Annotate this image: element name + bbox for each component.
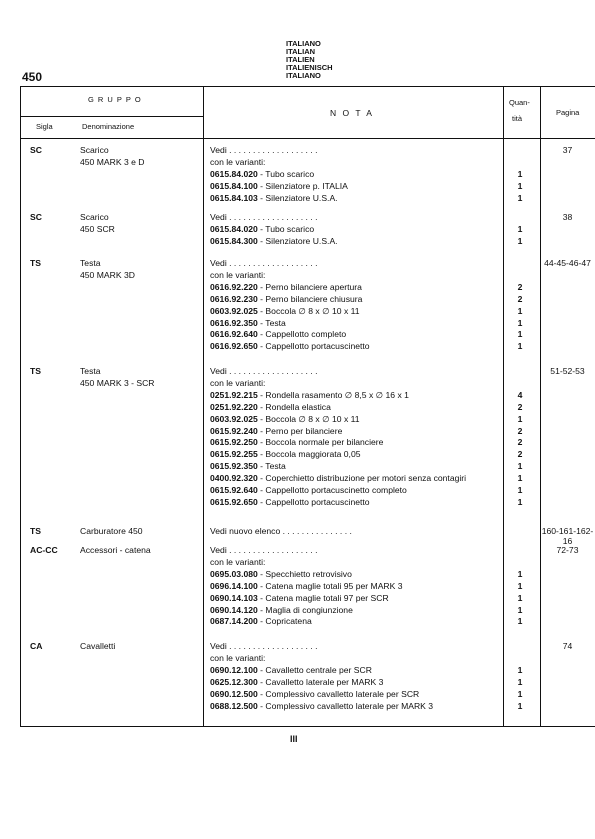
- row-quantity: 1: [517, 604, 523, 615]
- nota-line: Vedi nuovo elenco . . . . . . . . . . . . . . .: [210, 526, 352, 536]
- part-code: 0603.92.025: [210, 305, 258, 316]
- column-divider: [503, 86, 504, 726]
- part-description: - Testa: [257, 461, 286, 472]
- part-code: 0615.84.020: [210, 223, 258, 234]
- part-code: 0615.92.350: [210, 461, 258, 472]
- nota-line: [210, 665, 500, 676]
- row-quantity: 1: [517, 413, 523, 424]
- row-quantity: 2: [517, 281, 523, 292]
- part-code: 0690.12.500: [210, 688, 258, 699]
- row-quantity: 1: [517, 496, 523, 507]
- nota-line: [210, 449, 500, 460]
- row-quantity: 1: [517, 688, 523, 699]
- nota-line: Vedi . . . . . . . . . . . . . . . . . . .: [210, 545, 318, 555]
- part-description: - Catena maglie totali 97 per SCR: [257, 592, 389, 603]
- nota-line: [210, 306, 500, 317]
- nota-line: [210, 329, 500, 340]
- nota-line: [210, 461, 500, 472]
- row-denominazione: 450 MARK 3D: [80, 269, 135, 280]
- part-description: - Tubo scarico: [257, 223, 315, 234]
- part-code: 0616.92.230: [210, 293, 258, 304]
- row-quantity: 1: [517, 192, 523, 203]
- nota-line: [210, 605, 500, 616]
- row-quantity: 4: [517, 389, 523, 400]
- row-denominazione: Testa: [80, 366, 101, 376]
- row-quantity: 2: [517, 449, 523, 460]
- nota-line: con le varianti:: [210, 652, 266, 663]
- nota-line: [210, 294, 500, 305]
- part-description: - Perno per bilanciere: [257, 425, 343, 436]
- header-gruppo: G R U P P O: [88, 95, 142, 104]
- nota-line: [210, 701, 500, 712]
- row-sigla: SC: [30, 212, 42, 222]
- row-quantity: 2: [517, 401, 523, 412]
- nota-line: con le varianti:: [210, 156, 266, 167]
- part-description: - Coperchietto distribuzione per motori senza contagiri: [257, 473, 467, 484]
- row-quantity: 1: [517, 305, 523, 316]
- part-description: - Complessivo cavalletto laterale per SCR: [257, 688, 420, 699]
- part-description: - Specchietto retrovisivo: [257, 568, 352, 579]
- part-code: 0615.92.250: [210, 437, 258, 448]
- row-quantity: 1: [517, 676, 523, 687]
- part-code: 0616.92.220: [210, 281, 258, 292]
- table-bottom-border: [20, 726, 595, 727]
- row-pagina: 38: [562, 212, 573, 222]
- row-denominazione: Accessori - catena: [80, 545, 151, 555]
- nota-line: con le varianti:: [210, 377, 266, 388]
- page-number: 450: [22, 70, 43, 84]
- row-pagina: 51-52-53: [550, 366, 585, 376]
- nota-line: [210, 341, 500, 352]
- nota-line: [210, 426, 500, 437]
- part-code: 0615.92.255: [210, 449, 258, 460]
- column-divider: [540, 86, 541, 726]
- row-quantity: 1: [517, 341, 523, 352]
- part-code: 0615.92.640: [210, 485, 258, 495]
- row-quantity: 1: [517, 461, 523, 472]
- row-quantity: 1: [517, 580, 523, 591]
- part-description: - Cappellotto portacuscinetto completo: [257, 485, 407, 495]
- part-description: - Rondella rasamento ∅ 8,5 x ∅ 16 x 1: [257, 389, 409, 400]
- header-pagina: Pagina: [556, 108, 580, 117]
- row-pagina: 72-73: [556, 545, 579, 555]
- row-quantity: 1: [517, 235, 523, 246]
- part-code: 0696.14.100: [210, 580, 258, 591]
- part-description: - Silenziatore U.S.A.: [257, 192, 338, 203]
- language-label: ITALIAN: [286, 47, 316, 56]
- nota-line: [210, 437, 500, 448]
- row-quantity: 1: [517, 485, 523, 495]
- nota-line: [210, 236, 500, 247]
- nota-line: [210, 689, 500, 700]
- nota-line: [210, 497, 500, 508]
- part-description: - Cappellotto portacuscinetto: [257, 496, 370, 507]
- part-description: - Complessivo cavalletto laterale per MARK 3: [257, 700, 434, 711]
- part-description: - Perno bilanciere chiusura: [257, 293, 363, 304]
- nota-line: Vedi . . . . . . . . . . . . . . . . . . .: [210, 145, 318, 155]
- header-quantita: tità: [512, 114, 523, 123]
- nota-line: [210, 224, 500, 235]
- part-code: 0616.92.640: [210, 329, 258, 340]
- part-code: 0603.92.025: [210, 413, 258, 424]
- part-code: 0690.14.120: [210, 604, 258, 615]
- row-pagina: 37: [562, 145, 573, 155]
- nota-line: Vedi . . . . . . . . . . . . . . . . . . .: [210, 366, 318, 376]
- row-quantity: 1: [517, 168, 523, 179]
- nota-line: Vedi . . . . . . . . . . . . . . . . . . .: [210, 641, 318, 651]
- part-code: 0251.92.220: [210, 401, 258, 412]
- row-denominazione: 450 MARK 3 - SCR: [80, 377, 155, 388]
- part-description: - Rondella elastica: [257, 401, 331, 412]
- row-denominazione: Scarico: [80, 212, 109, 222]
- row-quantity: 1: [517, 180, 523, 191]
- row-quantity: 1: [517, 592, 523, 603]
- part-code: 0400.92.320: [210, 473, 258, 484]
- part-code: 0615.84.300: [210, 235, 258, 246]
- row-pagina: 160-161-162-16: [541, 526, 594, 546]
- language-label: ITALIANO: [286, 71, 321, 80]
- header-nota: N O T A: [330, 108, 374, 118]
- nota-line: con le varianti:: [210, 556, 266, 567]
- row-denominazione: Carburatore 450: [80, 526, 143, 536]
- part-code: 0615.84.103: [210, 192, 258, 203]
- row-pagina: 74: [562, 641, 573, 651]
- nota-line: [210, 593, 500, 604]
- part-description: - Boccola normale per bilanciere: [257, 437, 384, 448]
- row-quantity: 1: [517, 223, 523, 234]
- nota-line: con le varianti:: [210, 269, 266, 280]
- nota-line: [210, 569, 500, 580]
- part-description: - Boccola maggiorata 0,05: [257, 449, 361, 460]
- nota-line: [210, 318, 500, 329]
- row-sigla: TS: [30, 366, 41, 376]
- row-quantity: 1: [517, 568, 523, 579]
- row-denominazione: Testa: [80, 258, 101, 268]
- part-description: - Cavalletto centrale per SCR: [257, 664, 372, 675]
- part-description: - Copricatena: [257, 616, 312, 627]
- language-label: ITALIANO: [286, 39, 321, 48]
- header-divider: [20, 116, 203, 117]
- part-description: - Boccola ∅ 8 x ∅ 10 x 11: [257, 305, 360, 316]
- part-code: 0687.14.200: [210, 616, 258, 627]
- header-quantita: Quan-: [509, 98, 530, 107]
- part-code: 0615.84.020: [210, 168, 258, 179]
- part-description: - Silenziatore U.S.A.: [257, 235, 338, 246]
- row-quantity: 1: [517, 700, 523, 711]
- row-sigla: TS: [30, 258, 41, 268]
- nota-line: [210, 616, 500, 627]
- header-sigla: Sigla: [36, 122, 53, 131]
- part-description: - Cappellotto portacuscinetto: [257, 341, 370, 352]
- language-label: ITALIEN: [286, 55, 315, 64]
- language-label: ITALIENISCH: [286, 63, 333, 72]
- part-code: 0695.03.080: [210, 568, 258, 579]
- part-code: 0625.12.300: [210, 676, 258, 687]
- part-code: 0615.92.650: [210, 496, 258, 507]
- column-divider: [203, 86, 204, 726]
- nota-line: [210, 473, 500, 484]
- row-quantity: 1: [517, 664, 523, 675]
- nota-line: [210, 414, 500, 425]
- part-code: 0690.14.103: [210, 592, 258, 603]
- nota-line: [210, 677, 500, 688]
- part-description: - Cavalletto laterale per MARK 3: [257, 676, 384, 687]
- nota-line: [210, 181, 500, 192]
- nota-line: [210, 485, 500, 496]
- part-description: - Catena maglie totali 95 per MARK 3: [257, 580, 403, 591]
- row-sigla: AC-CC: [30, 545, 58, 555]
- part-code: 0616.92.350: [210, 317, 258, 328]
- nota-line: [210, 193, 500, 204]
- part-code: 0615.92.240: [210, 425, 258, 436]
- part-code: 0616.92.650: [210, 341, 258, 352]
- footer-page-roman: III: [290, 734, 298, 744]
- row-denominazione: Scarico: [80, 145, 109, 155]
- part-description: - Silenziatore p. ITALIA: [257, 180, 348, 191]
- nota-line: [210, 282, 500, 293]
- nota-line: [210, 390, 500, 401]
- part-description: - Tubo scarico: [257, 168, 315, 179]
- row-quantity: 1: [517, 317, 523, 328]
- row-denominazione: 450 SCR: [80, 223, 115, 234]
- nota-line: Vedi . . . . . . . . . . . . . . . . . . .: [210, 258, 318, 268]
- part-code: 0690.12.100: [210, 664, 258, 675]
- row-pagina: 44-45-46-47: [544, 258, 591, 268]
- row-quantity: 2: [517, 437, 523, 448]
- header-bottom-divider: [20, 138, 595, 139]
- nota-line: [210, 581, 500, 592]
- row-sigla: SC: [30, 145, 42, 155]
- part-description: - Perno bilanciere apertura: [257, 281, 362, 292]
- row-quantity: 1: [517, 616, 523, 627]
- nota-line: [210, 402, 500, 413]
- part-description: - Boccola ∅ 8 x ∅ 10 x 11: [257, 413, 360, 424]
- row-quantity: 1: [517, 473, 523, 484]
- nota-line: Vedi . . . . . . . . . . . . . . . . . . .: [210, 212, 318, 222]
- row-quantity: 2: [517, 293, 523, 304]
- row-sigla: TS: [30, 526, 41, 536]
- row-sigla: CA: [30, 641, 43, 651]
- part-description: - Testa: [257, 317, 286, 328]
- part-description: - Maglia di congiunzione: [257, 604, 353, 615]
- row-quantity: 1: [517, 329, 523, 340]
- row-quantity: 2: [517, 425, 523, 436]
- row-denominazione: Cavalletti: [80, 641, 116, 651]
- part-code: 0688.12.500: [210, 700, 258, 711]
- language-list: [286, 40, 333, 80]
- row-denominazione: 450 MARK 3 e D: [80, 156, 145, 167]
- part-description: - Cappellotto completo: [257, 329, 347, 340]
- part-code: 0615.84.100: [210, 180, 258, 191]
- part-code: 0251.92.215: [210, 389, 258, 400]
- nota-line: [210, 169, 500, 180]
- header-denominazione: Denominazione: [82, 122, 135, 131]
